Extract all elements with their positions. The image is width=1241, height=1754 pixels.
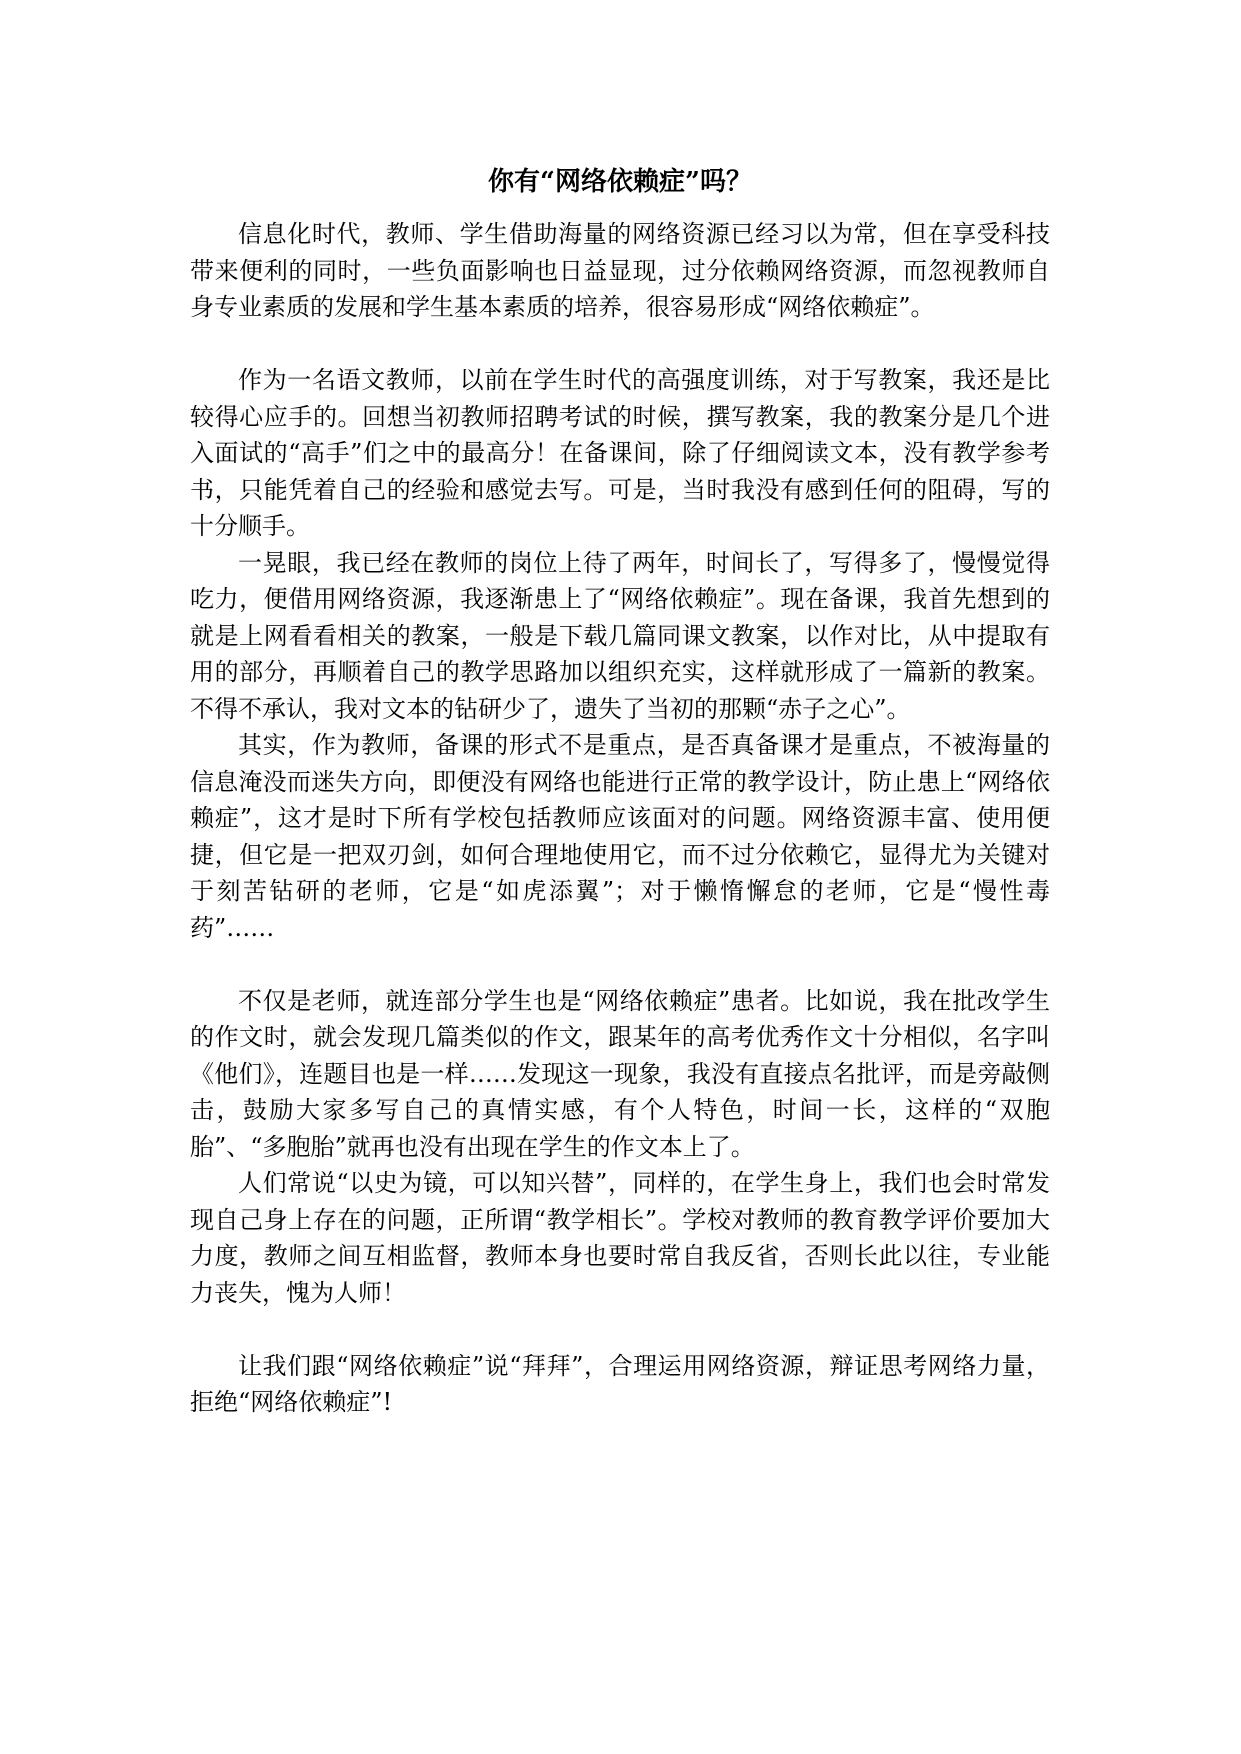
- paragraph-spacer: [190, 946, 1050, 983]
- paragraph-5: 不仅是老师，就连部分学生也是“网络依赖症”患者。比如说，我在批改学生的作文时，就会发现几篇类似的作文，跟某年的高考优秀作文十分相似，名字叫《他们》，连题目也是一样……发现这一现象，我没有直接点名批评，而是旁敲侧击，鼓励大家多写自己的真情实感，有个人特色，时间一长，这样的“双胞胎”、“多胞胎”就再也没有出现在学生的作文本上了。: [190, 986, 1050, 1161]
- paragraph-4: 其实，作为教师，备课的形式不是重点，是否真备课才是重点，不被海量的信息淹没而迷失方向，即便没有网络也能进行正常的教学设计，防止患上“网络依赖症”，这才是时下所有学校包括教师应该面对的问题。网络资源丰富、使用便捷，但它是一把双刃剑，如何合理地使用它，而不过分依赖它，显得尤为关键对于刻苦钻研的老师，它是“如虎添翼”；对于懒惰懈怠的老师，它是“慢性毒药”……: [190, 731, 1050, 942]
- paragraph-spacer: [190, 326, 1050, 363]
- paragraph-1: 信息化时代，教师、学生借助海量的网络资源已经习以为常，但在享受科技带来便利的同时，一些负面影响也日益显现，过分依赖网络资源，而忽视教师自身专业素质的发展和学生基本素质的培养，很容易形成“网络依赖症”。: [190, 220, 1050, 321]
- paragraph-6: 人们常说“以史为镜，可以知兴替”，同样的，在学生身上，我们也会时常发现自己身上存在的问题，正所谓“教学相长”。学校对教师的教育教学评价要加大力度，教师之间互相监督，教师本身也要时常自我反省，否则长此以往，专业能力丧失，愧为人师！: [190, 1169, 1050, 1307]
- paragraph-spacer: [190, 1311, 1050, 1348]
- paragraph-7: 让我们跟“网络依赖症”说“拜拜”，合理运用网络资源，辩证思考网络力量，拒绝“网络依赖症”!: [190, 1351, 1050, 1416]
- document-title: 你有“网络依赖症”吗？: [488, 167, 752, 197]
- document-body: [190, 216, 1050, 1421]
- paragraph-2: 作为一名语文教师，以前在学生时代的高强度训练，对于写教案，我还是比较得心应手的。回想当初教师招聘考试的时候，撰写教案，我的教案分是几个进入面试的“高手”们之中的最高分！在备课间，除了仔细阅读文本，没有教学参考书，只能凭着自己的经验和感觉去写。可是，当时我没有感到任何的阻碍，写的十分顺手。: [190, 366, 1050, 540]
- paragraph-3: 一晃眼，我已经在教师的岗位上待了两年，时间长了，写得多了，慢慢觉得吃力，便借用网络资源，我逐渐患上了“网络依赖症”。现在备课，我首先想到的就是上网看看相关的教案，一般是下载几篇同课文教案，以作对比，从中提取有用的部分，再顺着自己的教学思路加以组织充实，这样就形成了一篇新的教案。不得不承认，我对文本的钻研少了，遗失了当初的那颗“赤子之心”。: [190, 548, 1050, 723]
